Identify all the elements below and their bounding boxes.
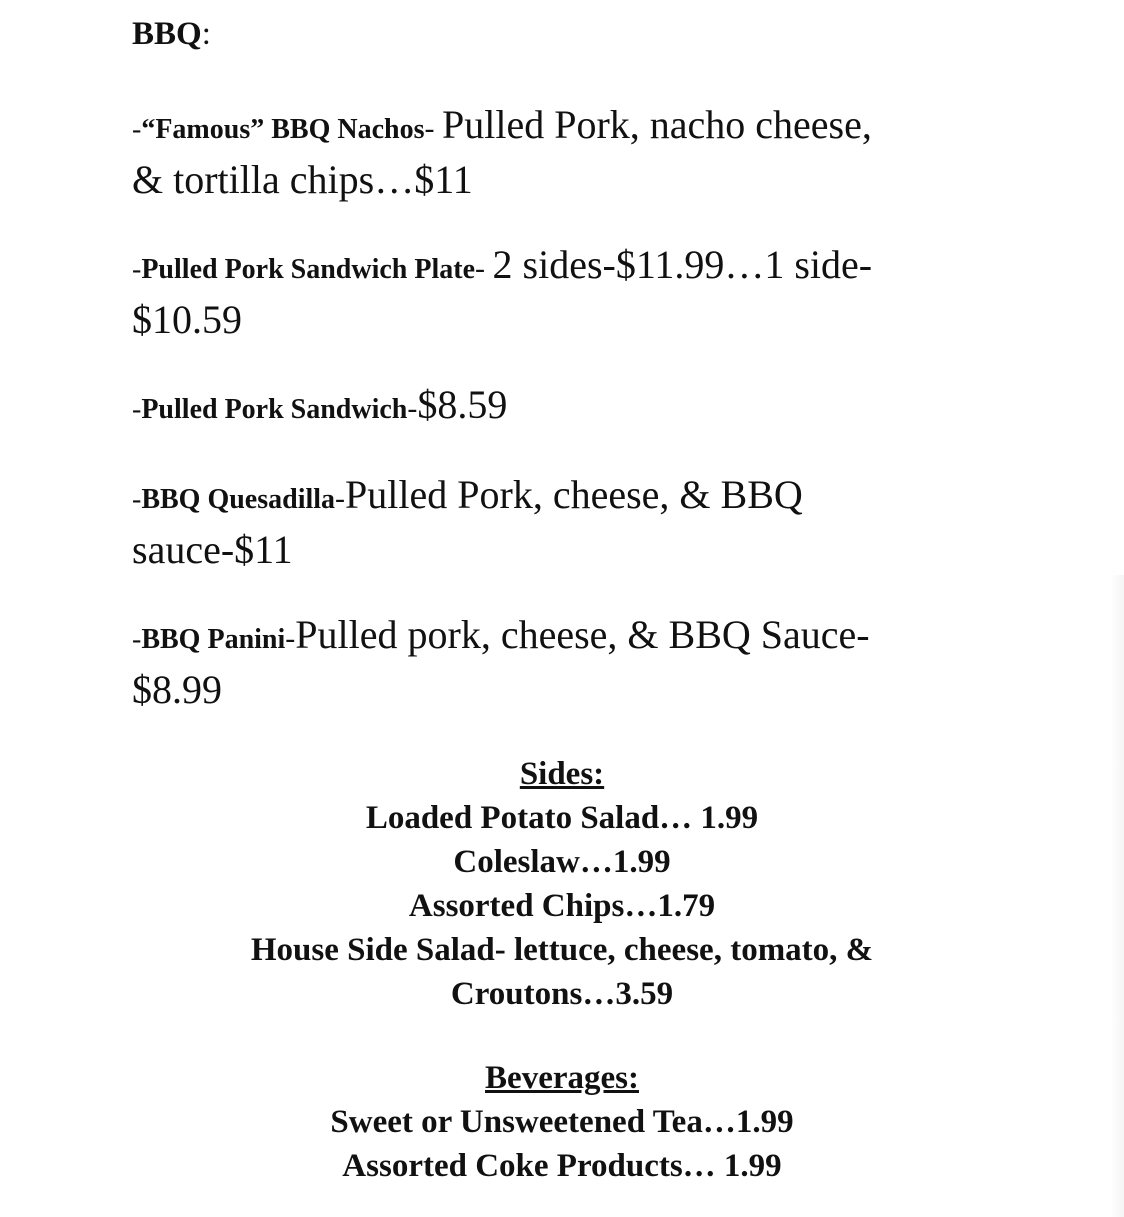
side-item: House Side Salad- lettuce, cheese, tomato, &	[250, 932, 874, 968]
item-separator: -	[285, 622, 296, 655]
menu-item-bbq-quesadilla	[132, 470, 1012, 575]
item-separator: -	[335, 482, 346, 515]
item-name: BBQ Quesadilla	[141, 484, 336, 515]
menu-item-bbq-panini	[132, 610, 1012, 715]
item-name: Pulled Pork Sandwich Plate	[141, 254, 476, 285]
beverages-title: Beverages:	[485, 1060, 639, 1096]
menu-item-bbq-nachos	[132, 100, 1012, 205]
item-description: Pulled Pork, nacho cheese,	[441, 102, 872, 147]
item-dash: -	[132, 254, 142, 285]
item-separator: -	[475, 252, 493, 285]
item-name: BBQ Panini	[141, 624, 286, 655]
bbq-heading: BBQ:	[132, 16, 211, 52]
item-dash: -	[132, 484, 142, 515]
item-dash: -	[132, 624, 142, 655]
side-item: Assorted Chips…1.79	[408, 888, 716, 924]
item-price: $8.59	[417, 382, 508, 427]
item-separator: -	[424, 112, 442, 145]
beverages-section	[0, 1056, 1124, 1188]
item-description: 2 sides-$11.99…1 side-	[492, 242, 873, 287]
side-item: Loaded Potato Salad… 1.99	[365, 800, 759, 836]
menu-item-pulled-pork-sandwich	[132, 380, 1012, 435]
side-item: Croutons…3.59	[450, 976, 674, 1012]
sides-title: Sides:	[519, 756, 605, 792]
sides-section	[0, 752, 1124, 1016]
item-description-cont: $10.59	[132, 297, 242, 342]
item-description: Pulled pork, cheese, & BBQ Sauce-	[295, 612, 870, 657]
item-description: Pulled Pork, cheese, & BBQ	[345, 472, 803, 517]
item-name: “Famous” BBQ Nachos	[141, 114, 425, 145]
item-description-cont: $8.99	[132, 667, 222, 712]
item-dash: -	[132, 114, 142, 145]
beverage-item: Sweet or Unsweetened Tea…1.99	[330, 1104, 794, 1140]
item-dash: -	[132, 394, 142, 425]
item-description-cont: sauce-$11	[132, 527, 293, 572]
item-separator: -	[407, 392, 418, 425]
side-item: Coleslaw…1.99	[453, 844, 671, 880]
beverage-item: Assorted Coke Products… 1.99	[342, 1148, 782, 1184]
item-description-cont: & tortilla chips…$11	[132, 157, 473, 202]
item-name: Pulled Pork Sandwich	[141, 394, 408, 425]
menu-item-pulled-pork-plate	[132, 240, 1012, 345]
